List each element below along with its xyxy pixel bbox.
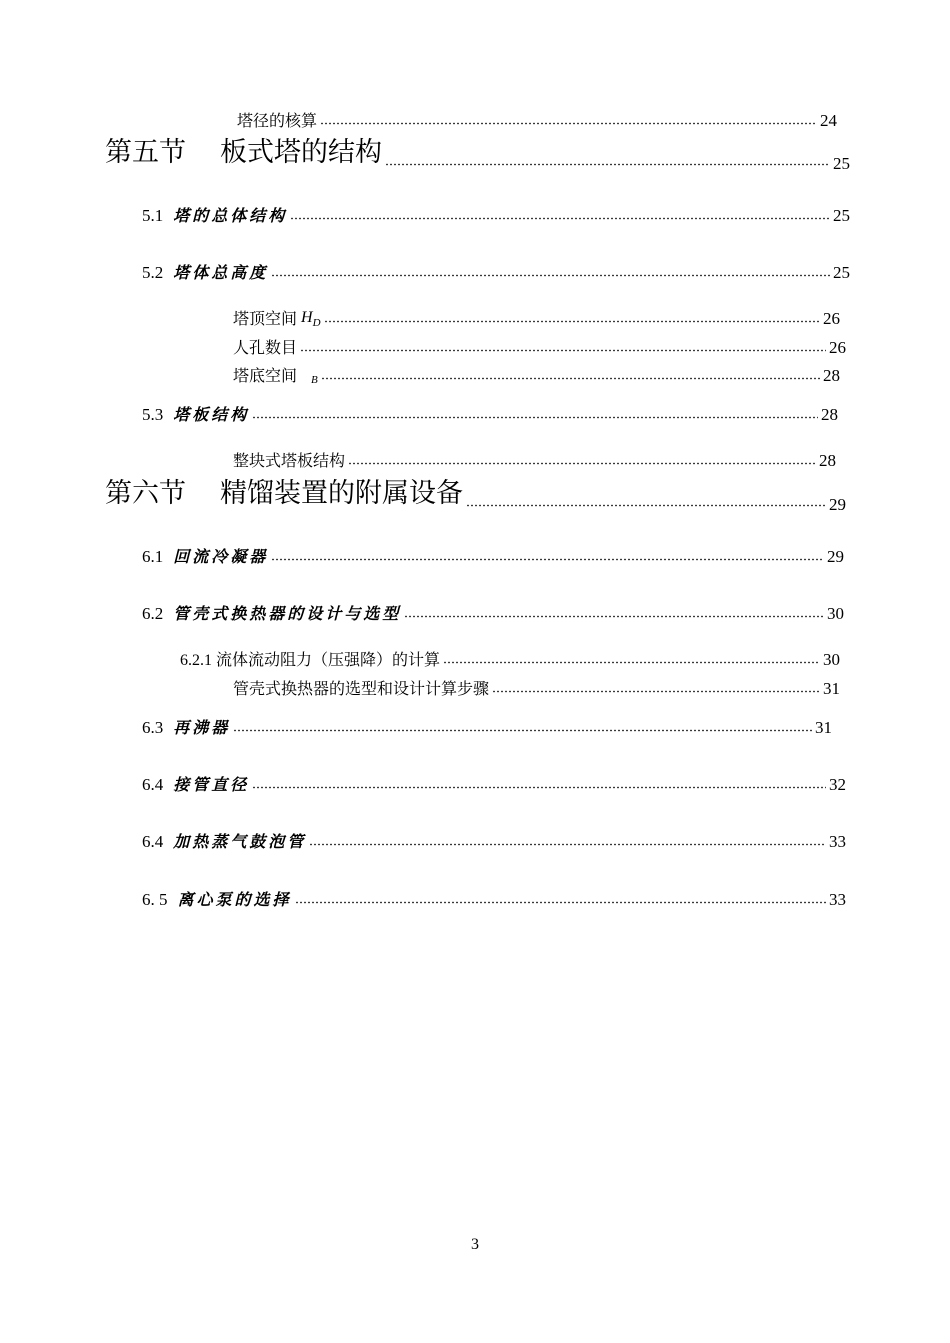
toc-section-6-5[interactable] xyxy=(142,887,846,910)
toc-entry-page: 30 xyxy=(823,650,840,669)
toc-section-number: 6.3 xyxy=(142,718,164,737)
toc-leader-dots xyxy=(443,661,820,664)
toc-entry-page: 24 xyxy=(820,111,837,130)
toc-entry-title: 接管直径 xyxy=(173,775,250,794)
toc-entry-page: 31 xyxy=(823,679,840,698)
toc-leader-dots xyxy=(271,274,830,277)
toc-subsection-number: 6.2.1 xyxy=(180,652,212,669)
toc-entry-title: 塔的总体结构 xyxy=(173,206,288,225)
toc-entry-title: 塔体总高度 xyxy=(173,263,269,282)
toc-entry-title: 塔顶空间 xyxy=(233,309,298,328)
toc-entry-title: 加热蒸气鼓泡管 xyxy=(173,832,307,851)
toc-entry-title: 管壳式换热器的设计与选型 xyxy=(173,604,402,623)
toc-chapter-number: 第六节 xyxy=(105,478,186,509)
toc-entry-title: 流体流动阻力（压强降）的计算 xyxy=(216,650,441,669)
toc-entry-tower-diameter-check[interactable] xyxy=(237,108,837,131)
toc-section-5-3[interactable] xyxy=(142,402,838,425)
toc-entry-manhole-count[interactable] xyxy=(233,335,846,358)
toc-entry-page: 30 xyxy=(827,604,844,623)
toc-leader-dots xyxy=(271,558,824,561)
toc-entry-title: 塔板结构 xyxy=(173,405,250,424)
toc-entry-title: 回流冷凝器 xyxy=(173,547,269,566)
toc-leader-dots xyxy=(466,504,826,507)
toc-section-number: 5.2 xyxy=(142,263,164,282)
toc-entry-page: 32 xyxy=(829,775,846,794)
toc-leader-dots xyxy=(290,217,830,220)
toc-leader-dots xyxy=(385,163,830,166)
toc-chapter-6[interactable] xyxy=(105,477,846,514)
symbol-b: B xyxy=(311,374,318,386)
toc-section-number: 6.1 xyxy=(142,547,164,566)
toc-entry-tower-bottom-space[interactable] xyxy=(233,363,840,386)
toc-entry-page: 28 xyxy=(821,405,838,424)
toc-entry-title: 塔底空间 xyxy=(233,366,298,385)
toc-leader-dots xyxy=(252,416,818,419)
toc-entry-page: 25 xyxy=(833,206,850,225)
toc-section-6-1[interactable] xyxy=(142,544,844,567)
toc-section-6-2[interactable] xyxy=(142,601,844,624)
toc-entry-title: 整块式塔板结构 xyxy=(233,451,346,470)
toc-leader-dots xyxy=(233,729,812,732)
toc-section-5-1[interactable] xyxy=(142,203,850,226)
toc-entry-page: 26 xyxy=(823,309,840,328)
toc-leader-dots xyxy=(252,786,826,789)
toc-leader-dots xyxy=(309,843,826,846)
toc-entry-page: 25 xyxy=(833,154,850,173)
toc-section-6-4-nozzle-diameter[interactable] xyxy=(142,772,846,795)
toc-entry-title: 板式塔的结构 xyxy=(220,137,382,168)
toc-entry-title: 再沸器 xyxy=(173,718,231,737)
toc-entry-tower-top-space[interactable] xyxy=(233,306,840,329)
toc-section-number: 6.2 xyxy=(142,604,164,623)
toc-section-6-3[interactable] xyxy=(142,715,832,738)
toc-entry-page: 33 xyxy=(829,890,846,909)
toc-chapter-number: 第五节 xyxy=(105,137,186,168)
toc-section-number: 6. 5 xyxy=(142,890,168,909)
toc-chapter-5[interactable] xyxy=(105,136,850,173)
toc-entry-title: 管壳式换热器的选型和设计计算步骤 xyxy=(233,679,490,698)
toc-entry-page: 31 xyxy=(815,718,832,737)
toc-entry-title: 离心泵的选择 xyxy=(177,890,292,909)
toc-entry-page: 28 xyxy=(823,366,840,385)
toc-entry-page: 29 xyxy=(827,547,844,566)
toc-entry-title: 塔径的核算 xyxy=(237,111,318,130)
toc-entry-title: 精馏装置的附属设备 xyxy=(220,478,463,509)
toc-leader-dots xyxy=(295,901,826,904)
toc-leader-dots xyxy=(320,122,817,125)
toc-entry-title: 人孔数目 xyxy=(233,338,298,357)
toc-leader-dots xyxy=(404,615,824,618)
toc-leader-dots xyxy=(492,690,820,693)
toc-leader-dots xyxy=(348,462,816,465)
toc-entry-page: 29 xyxy=(829,495,846,514)
toc-section-5-2[interactable] xyxy=(142,260,850,283)
toc-entry-heat-exchanger-selection-steps[interactable] xyxy=(233,676,840,699)
toc-section-number: 6.4 xyxy=(142,832,164,851)
toc-leader-dots xyxy=(300,349,826,352)
toc-entry-page: 26 xyxy=(829,338,846,357)
toc-section-6-4-steam-sparger[interactable] xyxy=(142,829,846,852)
toc-entry-monolithic-tray[interactable] xyxy=(233,448,836,471)
toc-leader-dots xyxy=(324,320,820,323)
toc-section-number: 5.1 xyxy=(142,206,164,225)
symbol-h-d: $H_D$ xyxy=(301,308,321,329)
toc-entry-page: 25 xyxy=(833,263,850,282)
toc-entry-6-2-1[interactable] xyxy=(180,647,840,670)
toc-leader-dots xyxy=(321,377,820,380)
page-number: 3 xyxy=(471,1236,479,1253)
toc-section-number: 6.4 xyxy=(142,775,164,794)
toc-section-number: 5.3 xyxy=(142,405,164,424)
toc-entry-page: 28 xyxy=(819,451,836,470)
toc-entry-page: 33 xyxy=(829,832,846,851)
